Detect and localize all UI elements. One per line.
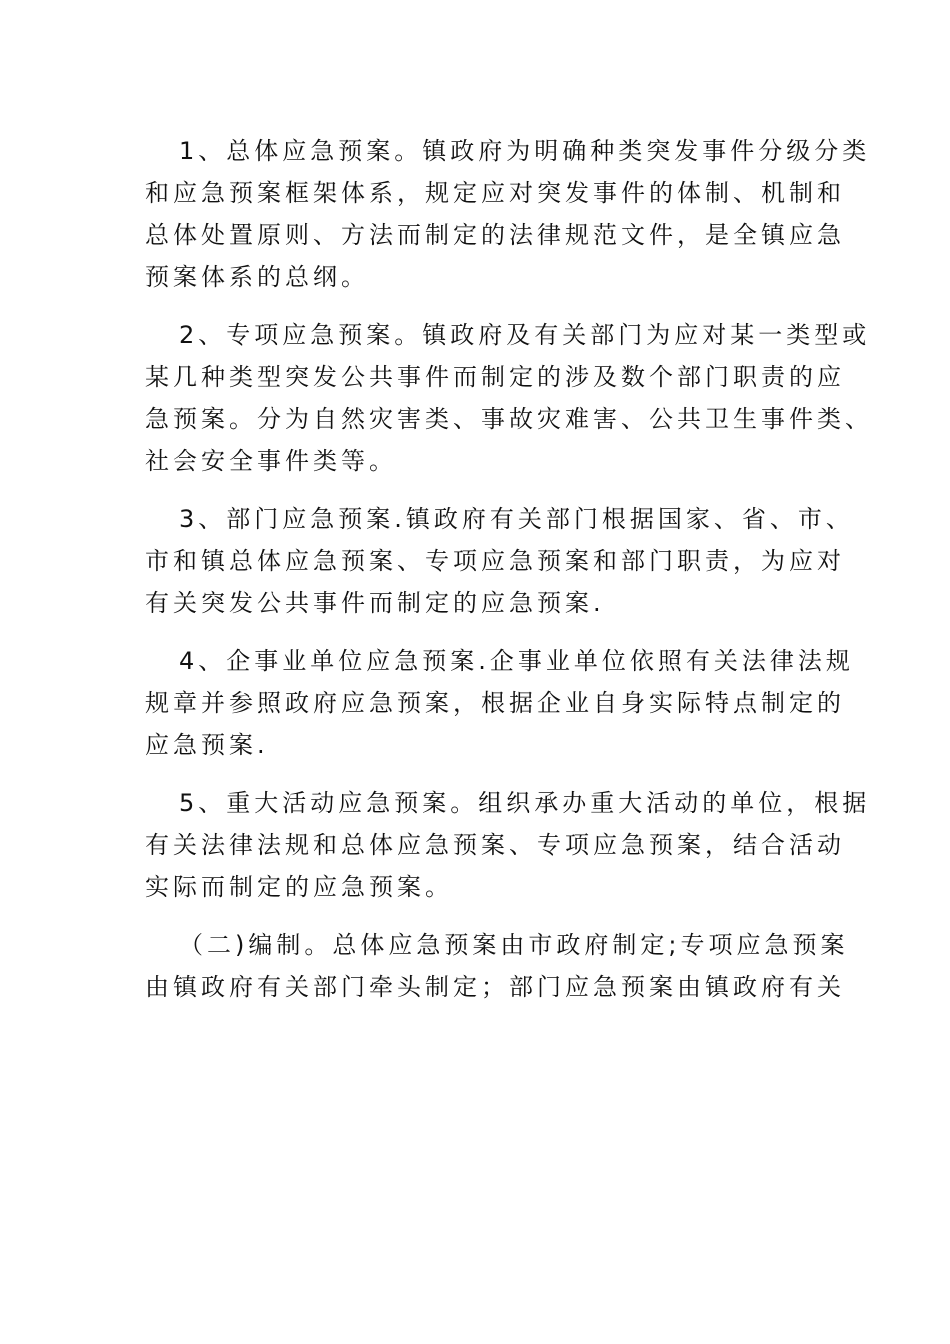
text-line: 2、专项应急预案。镇政府及有关部门为应对某一类型或 xyxy=(179,321,871,349)
text-line: 应急预案. xyxy=(145,731,269,759)
text-line: 预案体系的总纲。 xyxy=(145,263,369,291)
text-line: 急预案。分为自然灾害类、事故灾难害、公共卫生事件类、 xyxy=(145,405,873,433)
text-line: 1、总体应急预案。镇政府为明确种类突发事件分级分类 xyxy=(179,137,871,165)
text-line: 实际而制定的应急预案。 xyxy=(145,873,453,901)
document-body xyxy=(145,130,873,1024)
text-line: （二)编制。总体应急预案由市政府制定;专项应急预案 xyxy=(179,931,849,959)
text-line: 5、重大活动应急预案。组织承办重大活动的单位，根据 xyxy=(179,789,871,817)
paragraph-major-event-plan xyxy=(145,782,871,908)
text-line: 规章并参照政府应急预案，根据企业自身实际特点制定的 xyxy=(145,689,845,717)
paragraph-enterprise-plan xyxy=(145,640,865,766)
text-line: 社会安全事件类等。 xyxy=(145,447,397,475)
text-line: 某几种类型突发公共事件而制定的涉及数个部门职责的应 xyxy=(145,363,845,391)
text-line: 4、企事业单位应急预案.企事业单位依照有关法律法规 xyxy=(179,647,854,675)
paragraph-compilation xyxy=(145,924,865,1008)
paragraph-department-plan xyxy=(145,498,865,624)
paragraph-special-plan xyxy=(145,314,873,482)
text-line: 总体处置原则、方法而制定的法律规范文件，是全镇应急 xyxy=(145,221,845,249)
text-line: 3、部门应急预案.镇政府有关部门根据国家、省、市、 xyxy=(179,505,854,533)
text-line: 市和镇总体应急预案、专项应急预案和部门职责，为应对 xyxy=(145,547,845,575)
text-line: 和应急预案框架体系，规定应对突发事件的体制、机制和 xyxy=(145,179,845,207)
paragraph-overall-plan xyxy=(145,130,871,298)
text-line: 由镇政府有关部门牵头制定；部门应急预案由镇政府有关 xyxy=(145,973,845,1001)
text-line: 有关突发公共事件而制定的应急预案. xyxy=(145,589,605,617)
text-line: 有关法律法规和总体应急预案、专项应急预案，结合活动 xyxy=(145,831,845,859)
